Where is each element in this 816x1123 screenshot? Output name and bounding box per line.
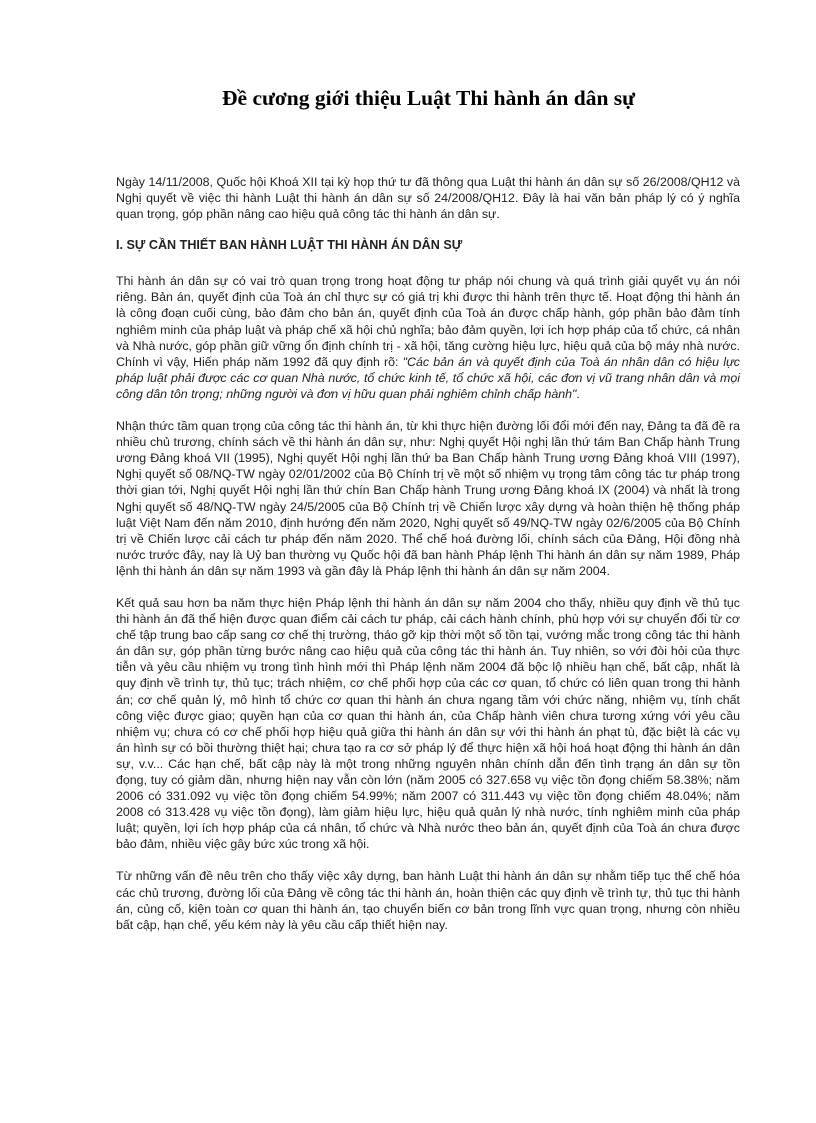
paragraph-role-of-enforcement [116,273,740,402]
constitution-quote: "Các bản án và quyết định của Toà án nhân dân có hiệu lực pháp luật phải được các cơ quan Nhà nước, tổ chức kinh tế, tổ chức xã hội, các đơn vị vũ trang nhân dân và mọi công dân tôn trọng; những người và đơn vị hữu quan phải nghiêm chỉnh chấp hành" [116,354,740,401]
document-title: Đề cương giới thiệu Luật Thi hành án dân sự [222,86,636,110]
paragraph-text: Thi hành án dân sự có vai trò quan trọng trong hoạt động tư pháp nói chung và quá trình giải quyết vụ án nói riêng. Bản án, quyết định của Toà án chỉ thực sự có giá trị khi được thi hành trên thực tế. Hoạt động thi hành án là công đoạn cuối cùng, bảo đảm cho bản án, quyết định của Toà án được chấp hành, góp phần bảo đảm tính nghiêm minh của pháp luật và pháp chế xã hội chủ nghĩa; bảo đảm quyền, lợi ích hợp pháp của tổ chức, cá nhân và Nhà nước, góp phần giữ vững ổn định chính trị - xã hội, tăng cường hiệu lực, hiệu quả của bộ máy nhà nước. Chính vì vậy, Hiến pháp năm 1992 đã quy định rõ: [116,274,740,369]
section-heading: I. SỰ CẦN THIẾT BAN HÀNH LUẬT THI HÀNH ÁN DÂN SỰ [116,238,463,253]
paragraph-conclusion: Từ những vấn đề nêu trên cho thấy việc xây dựng, ban hành Luật thi hành án dân sự nhằm tiếp tục thể chế hóa các chủ trương, đường lối của Đảng về công tác thi hành án, hoàn thiện các quy định về trình tự, thủ tục thi hành án, củng cố, kiện toàn cơ quan thi hành án, tạo chuyển biến cơ bản trong lĩnh vực quan trọng, nhưng còn nhiều bất cập, hạn chế, yếu kém này là yêu cầu cấp thiết hiện nay. [116,869,740,932]
paragraph-results-and-limits: Kết quả sau hơn ba năm thực hiện Pháp lệnh thi hành án dân sự năm 2004 cho thấy, nhiều quy định về thủ tục thi hành án đã thể hiện được quan điểm cải cách tư pháp, cải cách hành chính, phù hợp với sự chuyển đổi từ cơ chế tập trung bao cấp sang cơ chế thị trường, tháo gỡ kịp thời một số tồn tại, vướng mắc trong công tác thi hành án dân sự, góp phần từng bước nâng cao hiệu quả của công tác thi hành án. Tuy nhiên, so với đòi hỏi của thực tiễn và yêu cầu nhiệm vụ trong tình hình mới thì Pháp lệnh năm 2004 đã bộc lộ nhiều hạn chế, bất cập, nhất là quy định về trình tự, thủ tục; trách nhiệm, cơ chế phối hợp của các cơ quan, tổ chức có liên quan trong thi hành án; cơ chế quản lý, mô hình tổ chức cơ quan thi hành án chưa ngang tầm với chức năng, nhiệm vụ, tính chất công việc được giao; quyền hạn của cơ quan thi hành án, của Chấp hành viên chưa tương xứng với yêu cầu nhiệm vụ; chưa có cơ chế phối hợp hiệu quả giữa thi hành án dân sự với thi hành án phạt tù, đặc biệt là các vụ án hình sự có bồi thường thiệt hại; chưa tạo ra cơ sở pháp lý để thực hiện xã hội hoá hoạt động thi hành án dân sự, v.v... Các hạn chế, bất cập này là một trong những nguyên nhân chính dẫn đến tình trạng án dân sự tồn đọng, tuy có giảm dần, nhưng hiện nay vẫn còn lớn (năm 2005 có 327.658 vụ việc tồn đọng chiếm 58.38%; năm 2006 có 331.092 vụ việc tồn đọng chiếm 54.99%; năm 2007 có 311.443 vụ việc tồn đọng chiếm 48.04%; năm 2008 có 313.428 vụ việc tồn đọng), làm giảm hiệu lực, hiệu quả quản lý nhà nước, tính nghiêm minh của pháp luật; quyền, lợi ích hợp pháp của cá nhân, tổ chức và Nhà nước theo bản án, quyết định của Toà án chưa được bảo đảm, nhiều việc gây bức xúc trong xã hội. [116,595,740,852]
paragraph-party-policies: Nhận thức tầm quan trọng của công tác thi hành án, từ khi thực hiện đường lối đổi mới đến nay, Đảng ta đã đề ra nhiều chủ trương, chính sách về thi hành án dân sự, như: Nghị quyết Hội nghị lần thứ tám Ban Chấp hành Trung ương Đảng khoá VII (1995), Nghị quyết Hội nghị lần thứ ba Ban Chấp hành Trung ương Đảng khoá VIII (1997), Nghị quyết số 08/NQ-TW ngày 02/01/2002 của Bộ Chính trị về một số nhiệm vụ trọng tâm công tác tư pháp trong thời gian tới, Nghị quyết Hội nghị lần thứ chín Ban Chấp hành Trung ương Đảng khoá IX (2004) và nhất là trong Nghị quyết số 48/NQ-TW ngày 24/5/2005 của Bộ Chính trị về Chiến lược xây dựng và hoàn thiện hệ thống pháp luật Việt Nam đến năm 2010, định hướng đến năm 2020, Nghị quyết số 49/NQ-TW ngày 02/6/2005 của Bộ Chính trị về Chiến lược cải cách tư pháp đến năm 2020. Thể chế hoá đường lối, chính sách của Đảng, Hội đồng nhà nước trước đây, nay là Uỷ ban thường vụ Quốc hội đã ban hành Pháp lệnh Thi hành án dân sự năm 1989, Pháp lệnh thi hành án dân sự năm 1993 và gần đây là Pháp lệnh thi hành án dân sự năm 2004. [116,419,740,578]
paragraph-end: . [576,386,580,401]
intro-paragraph: Ngày 14/11/2008, Quốc hội Khoá XII tại kỳ họp thứ tư đã thông qua Luật thi hành án dân sự số 26/2008/QH12 và Nghị quyết về việc thi hành Luật thi hành án dân sự số 24/2008/QH12. Đây là hai văn bản pháp lý có ý nghĩa quan trọng, góp phần nâng cao hiệu quả công tác thi hành án dân sự. [116,175,740,222]
